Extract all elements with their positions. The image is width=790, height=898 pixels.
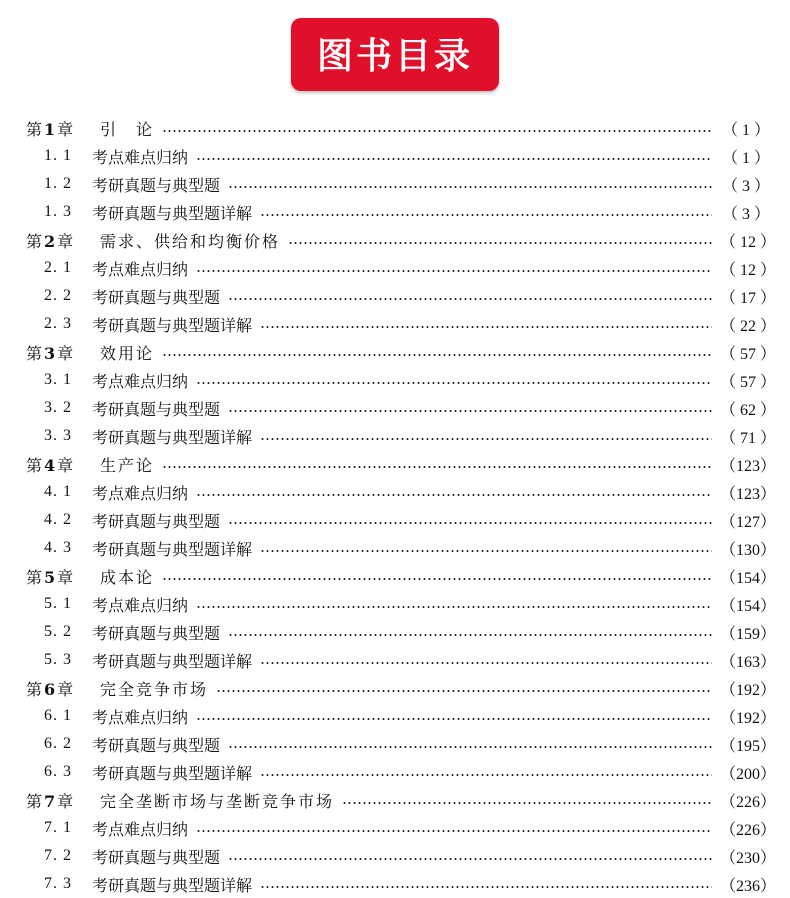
section-title: 考研真题与典型题详解 bbox=[92, 875, 253, 895]
section-title: 考研真题与典型题 bbox=[92, 511, 221, 531]
section-number: 7. 2 bbox=[44, 847, 72, 864]
section-number: 5. 2 bbox=[44, 623, 72, 640]
page-number: （ 1 ） bbox=[721, 149, 770, 167]
chapter-digit: 2 bbox=[44, 231, 56, 251]
page-number: （ 12 ） bbox=[720, 261, 777, 279]
page-number: （230） bbox=[720, 849, 777, 867]
dot-leader bbox=[228, 634, 712, 636]
table-of-contents bbox=[26, 114, 777, 898]
page-number: （ 3 ） bbox=[721, 177, 770, 195]
toc-section-row bbox=[26, 842, 777, 870]
dot-leader bbox=[196, 158, 712, 160]
page-number: （123） bbox=[720, 457, 777, 475]
page-number: （192） bbox=[720, 709, 777, 727]
section-number: 5. 1 bbox=[44, 595, 72, 612]
section-number: 3. 2 bbox=[44, 399, 72, 416]
page-number: （ 71 ） bbox=[720, 429, 777, 447]
page-number: （ 57 ） bbox=[720, 373, 777, 391]
chapter-number bbox=[26, 789, 100, 812]
section-title: 考研真题与典型题 bbox=[92, 623, 221, 643]
toc-chapter-row bbox=[26, 226, 777, 254]
section-title: 考研真题与典型题详解 bbox=[92, 651, 253, 671]
page-number: （226） bbox=[720, 793, 777, 811]
chapter-digit: 7 bbox=[44, 791, 56, 811]
section-number: 4. 3 bbox=[44, 539, 72, 556]
title-area bbox=[0, 18, 790, 91]
toc-section-row bbox=[26, 478, 777, 506]
toc-chapter-row bbox=[26, 562, 777, 590]
page-number: （ 17 ） bbox=[720, 289, 777, 307]
chapter-digit: 1 bbox=[44, 119, 56, 139]
section-title: 考点难点归纳 bbox=[92, 595, 189, 615]
chapter-title: 引 论 bbox=[100, 119, 155, 139]
chapter-suffix: 章 bbox=[57, 343, 74, 363]
section-title: 考点难点归纳 bbox=[92, 819, 189, 839]
chapter-digit: 4 bbox=[44, 455, 56, 475]
toc-section-row bbox=[26, 758, 777, 786]
toc-section-row bbox=[26, 170, 770, 198]
section-number: 4. 2 bbox=[44, 511, 72, 528]
chapter-number bbox=[26, 117, 100, 140]
dot-leader bbox=[228, 522, 712, 524]
section-number: 1. 2 bbox=[44, 175, 72, 192]
chapter-prefix: 第 bbox=[26, 455, 43, 475]
page-number: （ 12 ） bbox=[720, 233, 777, 251]
dot-leader bbox=[228, 858, 712, 860]
chapter-suffix: 章 bbox=[57, 567, 74, 587]
section-title: 考研真题与典型题详解 bbox=[92, 203, 253, 223]
section-title: 考研真题与典型题 bbox=[92, 287, 221, 307]
chapter-digit: 5 bbox=[44, 567, 56, 587]
dot-leader bbox=[260, 774, 712, 776]
page-number: （ 57 ） bbox=[720, 345, 777, 363]
section-number: 1. 3 bbox=[44, 203, 72, 220]
page-number: （ 3 ） bbox=[721, 205, 770, 223]
section-number: 1. 1 bbox=[44, 147, 72, 164]
dot-leader bbox=[196, 270, 712, 272]
section-number: 2. 1 bbox=[44, 259, 72, 276]
chapter-number bbox=[26, 229, 100, 252]
chapter-title: 生产论 bbox=[100, 455, 155, 475]
toc-section-row bbox=[26, 282, 777, 310]
page-number: （200） bbox=[720, 765, 777, 783]
toc-section-row bbox=[26, 870, 777, 898]
section-number: 6. 2 bbox=[44, 735, 72, 752]
chapter-suffix: 章 bbox=[57, 119, 74, 139]
dot-leader bbox=[260, 662, 712, 664]
dot-leader bbox=[216, 690, 712, 692]
toc-section-row bbox=[26, 618, 777, 646]
page-number: （ 62 ） bbox=[720, 401, 777, 419]
chapter-suffix: 章 bbox=[57, 455, 74, 475]
section-title: 考研真题与典型题 bbox=[92, 399, 221, 419]
chapter-prefix: 第 bbox=[26, 679, 43, 699]
section-title: 考研真题与典型题详解 bbox=[92, 427, 253, 447]
toc-section-row bbox=[26, 506, 777, 534]
chapter-title: 效用论 bbox=[100, 343, 155, 363]
section-number: 3. 3 bbox=[44, 427, 72, 444]
chapter-digit: 3 bbox=[44, 343, 56, 363]
chapter-prefix: 第 bbox=[26, 119, 43, 139]
chapter-title: 需求、供给和均衡价格 bbox=[100, 231, 281, 251]
toc-section-row bbox=[26, 366, 777, 394]
toc-section-row bbox=[26, 394, 777, 422]
toc-section-row bbox=[26, 646, 777, 674]
section-title: 考点难点归纳 bbox=[92, 259, 189, 279]
chapter-number bbox=[26, 677, 100, 700]
toc-chapter-row bbox=[26, 114, 770, 142]
page-number: （127） bbox=[720, 513, 777, 531]
dot-leader bbox=[228, 410, 712, 412]
section-number: 6. 1 bbox=[44, 707, 72, 724]
page-number: （236） bbox=[720, 877, 777, 895]
dot-leader bbox=[288, 242, 712, 244]
chapter-suffix: 章 bbox=[57, 231, 74, 251]
section-title: 考点难点归纳 bbox=[92, 147, 189, 167]
chapter-number bbox=[26, 453, 100, 476]
toc-section-row bbox=[26, 730, 777, 758]
chapter-title: 成本论 bbox=[100, 567, 155, 587]
page-number: （159） bbox=[720, 625, 777, 643]
section-number: 7. 1 bbox=[44, 819, 72, 836]
section-number: 3. 1 bbox=[44, 371, 72, 388]
toc-section-row bbox=[26, 254, 777, 282]
chapter-title: 完全垄断市场与垄断竞争市场 bbox=[100, 791, 335, 811]
dot-leader bbox=[196, 606, 712, 608]
dot-leader bbox=[196, 494, 712, 496]
page-number: （154） bbox=[720, 597, 777, 615]
page-number: （130） bbox=[720, 541, 777, 559]
chapter-number bbox=[26, 565, 100, 588]
section-number: 6. 3 bbox=[44, 763, 72, 780]
section-number: 5. 3 bbox=[44, 651, 72, 668]
section-title: 考研真题与典型题 bbox=[92, 175, 221, 195]
dot-leader bbox=[228, 186, 712, 188]
section-title: 考点难点归纳 bbox=[92, 707, 189, 727]
dot-leader bbox=[228, 298, 712, 300]
toc-section-row bbox=[26, 590, 777, 618]
dot-leader bbox=[162, 578, 712, 580]
dot-leader bbox=[342, 802, 712, 804]
dot-leader bbox=[162, 466, 712, 468]
dot-leader bbox=[260, 438, 712, 440]
page-title: 图书目录 bbox=[291, 18, 499, 91]
dot-leader bbox=[162, 130, 712, 132]
chapter-suffix: 章 bbox=[57, 791, 74, 811]
section-number: 2. 3 bbox=[44, 315, 72, 332]
toc-section-row bbox=[26, 534, 777, 562]
page-number: （ 1 ） bbox=[721, 121, 770, 139]
toc-chapter-row bbox=[26, 450, 777, 478]
toc-section-row bbox=[26, 142, 770, 170]
section-title: 考研真题与典型题 bbox=[92, 735, 221, 755]
chapter-prefix: 第 bbox=[26, 567, 43, 587]
dot-leader bbox=[260, 550, 712, 552]
toc-section-row bbox=[26, 198, 770, 226]
chapter-digit: 6 bbox=[44, 679, 56, 699]
toc-section-row bbox=[26, 310, 777, 338]
section-title: 考研真题与典型题 bbox=[92, 847, 221, 867]
section-title: 考点难点归纳 bbox=[92, 483, 189, 503]
page-number: （154） bbox=[720, 569, 777, 587]
section-number: 2. 2 bbox=[44, 287, 72, 304]
page-number: （ 22 ） bbox=[720, 317, 777, 335]
dot-leader bbox=[196, 718, 712, 720]
chapter-title: 完全竞争市场 bbox=[100, 679, 209, 699]
section-title: 考点难点归纳 bbox=[92, 371, 189, 391]
dot-leader bbox=[260, 326, 712, 328]
page-number: （163） bbox=[720, 653, 777, 671]
toc-section-row bbox=[26, 814, 777, 842]
dot-leader bbox=[260, 214, 712, 216]
dot-leader bbox=[260, 886, 712, 888]
toc-section-row bbox=[26, 422, 777, 450]
section-number: 7. 3 bbox=[44, 875, 72, 892]
toc-chapter-row bbox=[26, 674, 777, 702]
chapter-suffix: 章 bbox=[57, 679, 74, 699]
chapter-prefix: 第 bbox=[26, 791, 43, 811]
toc-chapter-row bbox=[26, 338, 777, 366]
dot-leader bbox=[196, 382, 712, 384]
chapter-prefix: 第 bbox=[26, 231, 43, 251]
toc-chapter-row bbox=[26, 786, 777, 814]
dot-leader bbox=[228, 746, 712, 748]
dot-leader bbox=[196, 830, 712, 832]
section-title: 考研真题与典型题详解 bbox=[92, 315, 253, 335]
section-number: 4. 1 bbox=[44, 483, 72, 500]
chapter-prefix: 第 bbox=[26, 343, 43, 363]
page-number: （195） bbox=[720, 737, 777, 755]
toc-section-row bbox=[26, 702, 777, 730]
page-number: （226） bbox=[720, 821, 777, 839]
dot-leader bbox=[162, 354, 712, 356]
page-number: （192） bbox=[720, 681, 777, 699]
page-number: （123） bbox=[720, 485, 777, 503]
chapter-number bbox=[26, 341, 100, 364]
section-title: 考研真题与典型题详解 bbox=[92, 539, 253, 559]
section-title: 考研真题与典型题详解 bbox=[92, 763, 253, 783]
